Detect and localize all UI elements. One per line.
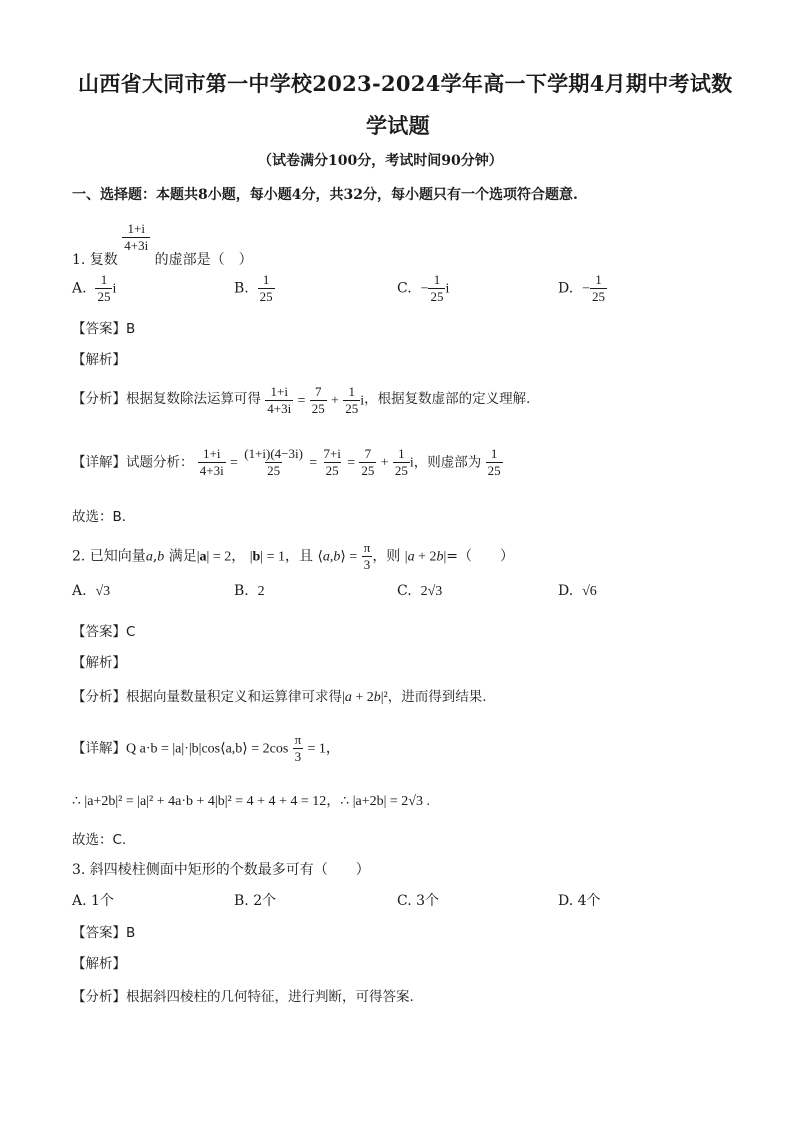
doc-subtitle: （试卷满分100分，考试时间90分钟） bbox=[258, 153, 503, 169]
question-1 bbox=[72, 215, 253, 268]
q2-xiangjie-line2: ∴ |a+2b|² = |a|² + 4a·b + 4|b|² = 4 + 4 + 4 = 12，∴ |a+2b| = 2√3 . bbox=[72, 794, 430, 809]
q2-option-c: C. 2√3 bbox=[397, 583, 443, 599]
q1-fraction bbox=[122, 221, 150, 254]
q1-tail: 的虚部是（ ） bbox=[154, 251, 253, 268]
q3-analysis-label: 【解析】 bbox=[72, 956, 126, 972]
question-2: 2. 已知向量a,b 满足|a| = 2， |b| = 1，且 ⟨a,b⟩ = $\frac{\pi}{3}$ ，则 |a + 2b|=（ ） bbox=[72, 540, 515, 572]
q2-choose: 故选：C. bbox=[72, 832, 127, 848]
q3-answer: 【答案】B bbox=[72, 925, 136, 941]
q2-xiangjie-line1: 【详解】Q a·b = |a|·|b|cos⟨a,b⟩ = 2cos $\frac{\pi}{3}$ = 1， bbox=[72, 732, 340, 764]
q1-option-a: A. $\frac{1}{25}$ i bbox=[72, 272, 117, 304]
doc-title-line2: 学试题 bbox=[366, 113, 430, 138]
q2-option-a: A. √3 bbox=[72, 583, 111, 599]
q2-option-b: B. 2 bbox=[234, 583, 265, 599]
q1-option-d: D. − $\frac{1}{25}$ bbox=[558, 272, 605, 304]
q2-analysis-label: 【解析】 bbox=[72, 655, 126, 671]
q3-option-d: D. 4个 bbox=[558, 893, 601, 909]
q1-answer: 【答案】B bbox=[72, 321, 136, 337]
q1-frac-num: 1+i bbox=[127, 221, 145, 236]
q1-option-c: C. − $\frac{1}{25}$ i bbox=[397, 272, 450, 304]
q1-option-b: B. $\frac{1}{25}$ bbox=[234, 272, 273, 304]
q3-option-a: A. 1个 bbox=[72, 893, 114, 909]
question-3: 3. 斜四棱柱侧面中矩形的个数最多可有（ ） bbox=[72, 862, 370, 878]
q1-fenxi: 【分析】根据复数除法运算可得 $\frac{1+i}{4+3i}$ = $\frac{7}{25}$ + $\frac{1}{25}$ i，根据复数虚部的定义理解． bbox=[72, 384, 540, 416]
q1-number: 1. 复数 bbox=[72, 251, 118, 268]
q2-fenxi: 【分析】根据向量数量积定义和运算律可求得|a + 2b|²，进而得到结果. bbox=[72, 689, 487, 705]
q1-xiangjie: 【详解】试题分析： $\frac{1+i}{4+3i}$ = $\frac{(1+i)(4-3i)}{25}$ = $\frac{7+i}{25}$ = $\frac{7}{25}$ + $\frac{1}{25}$ i，则虚部为 $\frac{1}{25}$ bbox=[72, 446, 501, 478]
q1-frac-den: 4+3i bbox=[124, 238, 149, 253]
q2-answer: 【答案】C bbox=[72, 624, 136, 640]
q3-fenxi: 【分析】根据斜四棱柱的几何特征，进行判断，可得答案. bbox=[72, 989, 414, 1005]
q1-choose: 故选：B． bbox=[72, 509, 136, 525]
section-heading: 一、选择题：本题共8小题，每小题4分，共32分，每小题只有一个选项符合题意. bbox=[72, 187, 578, 203]
q3-option-c: C. 3个 bbox=[397, 893, 440, 909]
q2-option-d: D. √6 bbox=[558, 583, 597, 599]
doc-title-line1: 山西省大同市第一中学校2023-2024学年高一下学期4月期中考试数 bbox=[78, 71, 733, 96]
q3-option-b: B. 2个 bbox=[234, 893, 277, 909]
q1-analysis-label: 【解析】 bbox=[72, 352, 126, 368]
